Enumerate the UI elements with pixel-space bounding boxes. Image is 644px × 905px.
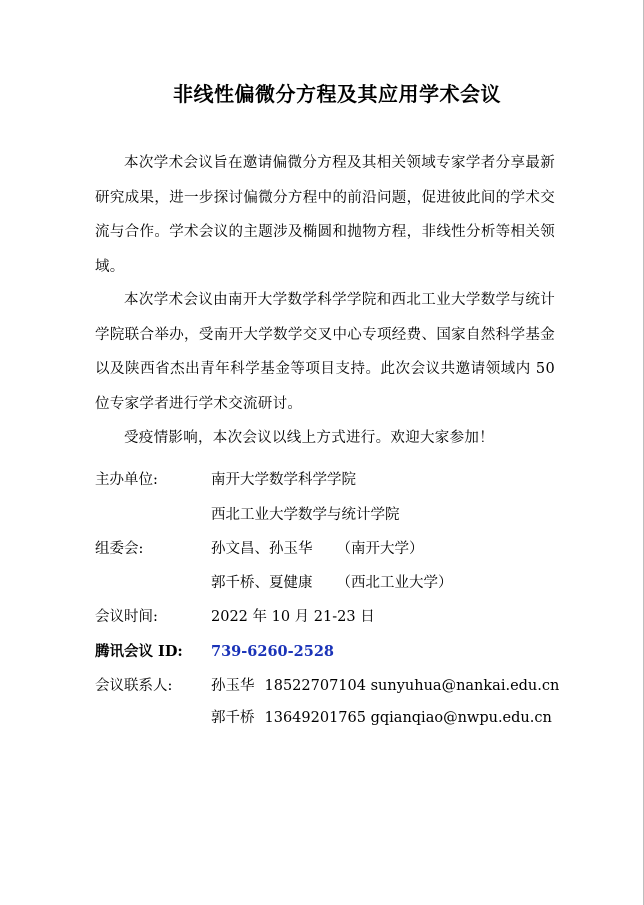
tencent-meeting-id[interactable]: 739-6260-2528 bbox=[211, 643, 335, 660]
committee-names: 孙文昌、孙玉华 bbox=[211, 541, 313, 557]
tencent-meeting-label: 腾讯会议 ID: bbox=[95, 643, 183, 660]
committee-affiliation: （西北工业大学） bbox=[336, 575, 453, 591]
committee-names: 郭千桥、夏健康 bbox=[211, 575, 313, 591]
intro-paragraph: 本次学术会议旨在邀请偏微分方程及其相关领域专家学者分享最新研究成果，进一步探讨偏微分方程中的前沿问题，促进彼此间的学术交流与合作。学术会议的主题涉及椭圆和抛物方程，非线性分析等相关领域。 bbox=[95, 155, 555, 275]
committee-label: 组委会: bbox=[95, 541, 144, 557]
organizer-2: 西北工业大学数学与统计学院 bbox=[211, 507, 400, 523]
contact-person-1 bbox=[211, 674, 559, 698]
contact-name: 孙玉华 bbox=[211, 678, 255, 694]
committee-member-row-2 bbox=[211, 571, 453, 595]
contact-person-2 bbox=[211, 706, 552, 730]
contact-email[interactable]: sunyuhua@nankai.edu.cn bbox=[370, 678, 560, 694]
committee-affiliation: （南开大学） bbox=[336, 541, 424, 557]
contact-label: 会议联系人: bbox=[95, 678, 173, 694]
online-notice-paragraph: 受疫情影响，本次会议以线上方式进行。欢迎大家参加！ bbox=[124, 430, 494, 446]
contact-phone: 13649201765 bbox=[264, 710, 366, 726]
committee-member-row-1 bbox=[211, 537, 424, 561]
time-value: 2022 年 10 月 21-23 日 bbox=[211, 609, 375, 625]
contact-name: 郭千桥 bbox=[211, 710, 255, 726]
contact-phone: 18522707104 bbox=[264, 678, 366, 694]
time-label: 会议时间: bbox=[95, 609, 158, 625]
contact-email[interactable]: gqianqiao@nwpu.edu.cn bbox=[370, 710, 552, 726]
organization-paragraph: 本次学术会议由南开大学数学科学学院和西北工业大学数学与统计学院联合举办，受南开大学数学交叉中心专项经费、国家自然科学基金以及陕西省杰出青年科学基金等项目支持。此次会议共邀请领域内 50 位专家学者进行学术交流研讨。 bbox=[95, 292, 555, 412]
document-title: 非线性偏微分方程及其应用学术会议 bbox=[173, 82, 501, 106]
organizers-label: 主办单位: bbox=[95, 472, 158, 488]
organizer-1: 南开大学数学科学学院 bbox=[211, 472, 356, 488]
